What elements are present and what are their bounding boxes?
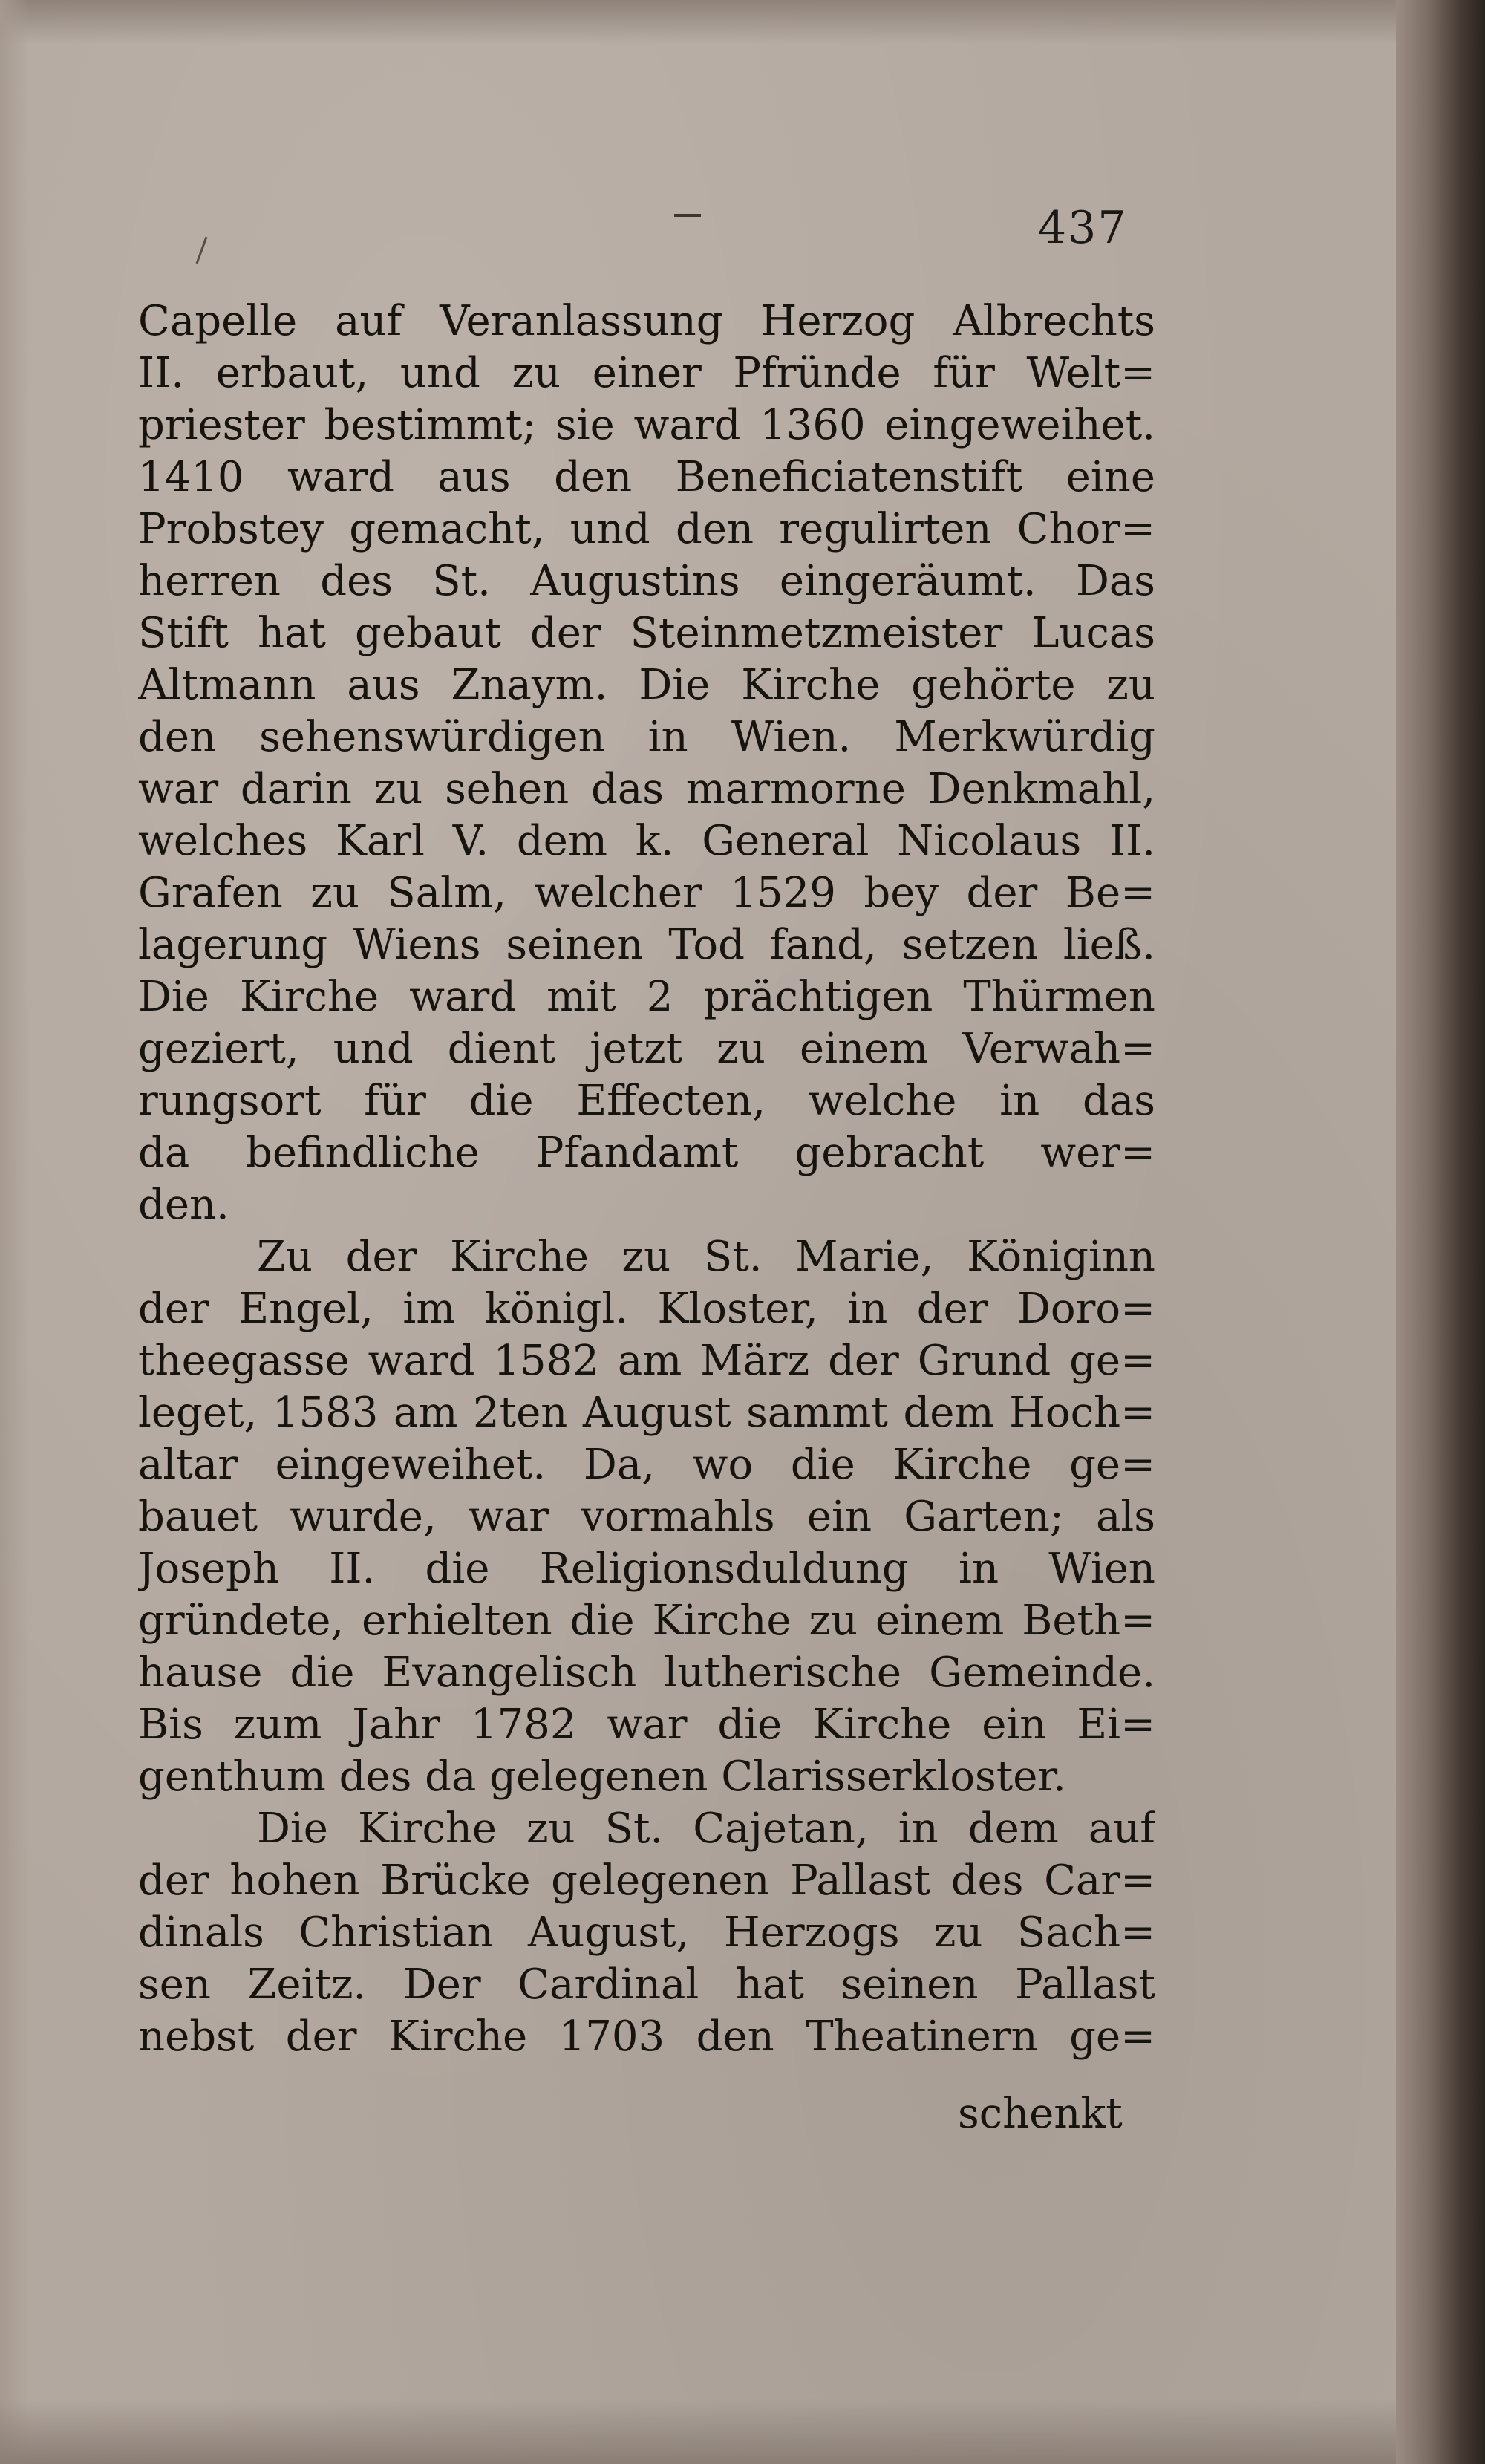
text-line: sen Zeitz. Der Cardinal hat seinen Pallast <box>138 1961 1155 2009</box>
text-line: da befindliche Pfandamt gebracht wer= <box>138 1129 1155 1177</box>
text-line: geziert, und dient jetzt zu einem Verwah= <box>138 1025 1155 1073</box>
text-line: Stift hat gebaut der Steinmetzmeister Lucas <box>138 609 1155 657</box>
text-line: 1410 ward aus den Beneficiatenstift eine <box>138 453 1155 501</box>
text-line: altar eingeweihet. Da, wo die Kirche ge= <box>138 1441 1155 1489</box>
text-line: bauet wurde, war vormahls ein Garten; als <box>138 1493 1155 1541</box>
text-line: leget, 1583 am 2ten August sammt dem Hoch= <box>138 1389 1155 1437</box>
text-line: herren des St. Augustins eingeräumt. Das <box>138 557 1155 605</box>
text-line: welches Karl V. dem k. General Nicolaus II. <box>138 817 1155 865</box>
page-left-edge <box>0 0 30 2464</box>
text-line: Joseph II. die Religionsduldung in Wien <box>138 1545 1155 1593</box>
text-line: hause die Evangelisch lutherische Gemeinde. <box>138 1649 1155 1697</box>
paragraph-start-line: Die Kirche zu St. Cajetan, in dem auf <box>257 1805 1155 1853</box>
text-line: nebst der Kirche 1703 den Theatinern ge= <box>138 2012 1155 2061</box>
text-line: den sehenswürdigen in Wien. Merkwürdig <box>138 713 1155 761</box>
text-line: Grafen zu Salm, welcher 1529 bey der Be= <box>138 869 1155 917</box>
page-bottom-shadow <box>0 2399 1418 2464</box>
paragraph-start-line: Zu der Kirche zu St. Marie, Königinn <box>257 1233 1155 1281</box>
page-number: 437 <box>1038 202 1128 254</box>
text-line: gründete, erhielten die Kirche zu einem Beth= <box>138 1597 1155 1645</box>
text-line: Probstey gemacht, und den regulirten Chor= <box>138 505 1155 553</box>
text-line: theegasse ward 1582 am März der Grund ge= <box>138 1337 1155 1385</box>
body-text <box>138 296 1155 2063</box>
catchword: schenkt <box>958 2090 1123 2138</box>
book-spine-edge <box>1396 0 1485 2464</box>
ink-dash-mark <box>674 214 701 217</box>
ink-slash-mark <box>196 237 208 264</box>
text-line: rungsort für die Effecten, welche in das <box>138 1077 1155 1125</box>
text-line: den. <box>138 1181 229 1229</box>
text-line: war darin zu sehen das marmorne Denkmahl, <box>138 765 1155 813</box>
text-line: Bis zum Jahr 1782 war die Kirche ein Ei= <box>138 1701 1155 1749</box>
text-line: dinals Christian August, Herzogs zu Sach= <box>138 1909 1155 1957</box>
page-top-shadow <box>0 0 1418 45</box>
text-line: II. erbaut, und zu einer Pfründe für Welt= <box>138 349 1155 397</box>
text-line: priester bestimmt; sie ward 1360 eingeweihet. <box>138 401 1155 449</box>
text-line: genthum des da gelegenen Clarisserkloster. <box>138 1753 1066 1801</box>
text-line: Altmann aus Znaym. Die Kirche gehörte zu <box>138 661 1155 709</box>
text-line: der hohen Brücke gelegenen Pallast des Car= <box>138 1857 1155 1905</box>
text-line: lagerung Wiens seinen Tod fand, setzen ließ. <box>138 921 1155 969</box>
text-line: Capelle auf Veranlassung Herzog Albrechts <box>138 297 1155 345</box>
text-line: Die Kirche ward mit 2 prächtigen Thürmen <box>138 973 1155 1021</box>
text-line: der Engel, im königl. Kloster, in der Doro= <box>138 1285 1155 1333</box>
